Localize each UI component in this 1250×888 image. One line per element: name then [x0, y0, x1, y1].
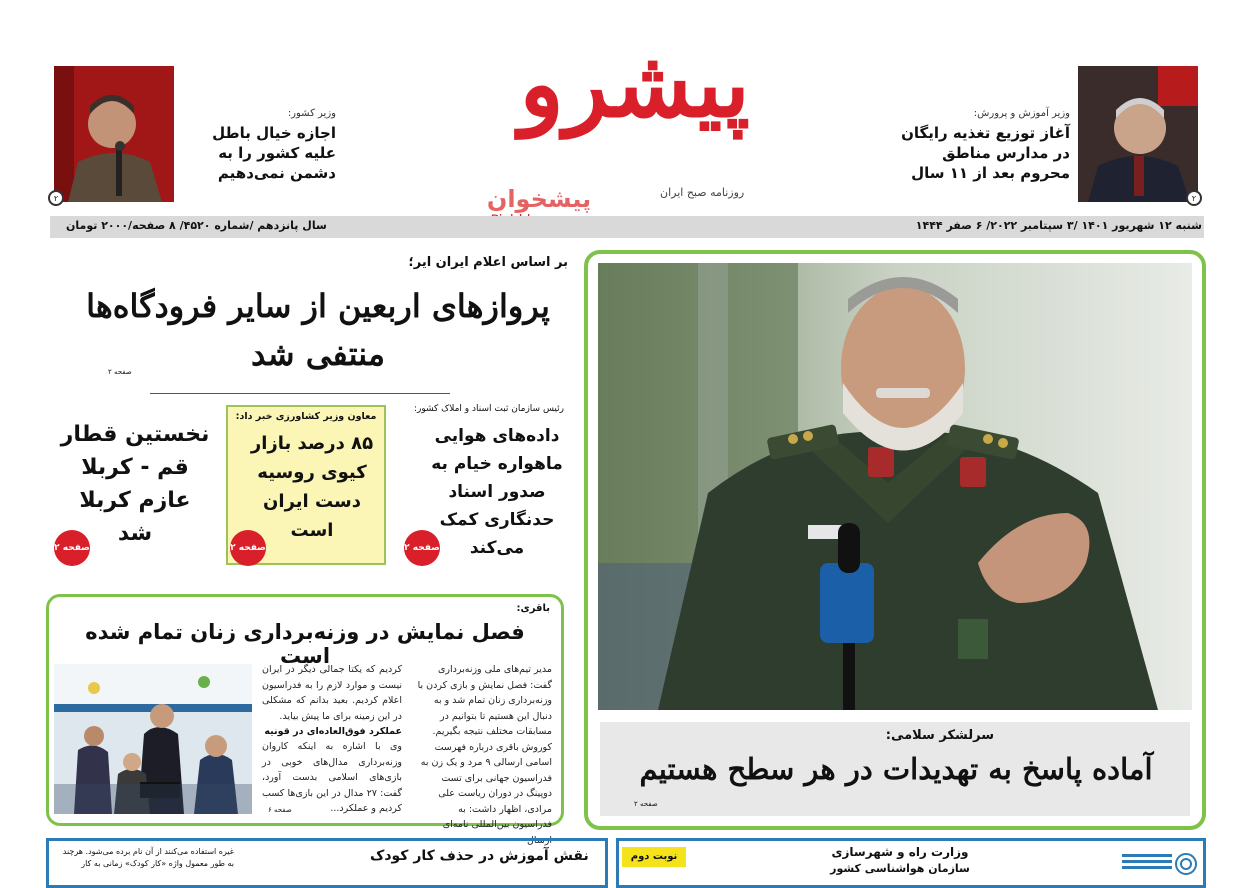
page-badge-left-teaser: ۲ [48, 190, 64, 206]
watermark-fa: پیشخوان [486, 185, 592, 213]
kiwi-kicker: معاون وزیر کشاورزی خبر داد: [235, 411, 377, 422]
meteorology-logo [1120, 846, 1198, 876]
weightlifting-headline: فصل نمایش در وزنه‌برداری زنان تمام شده است [85, 620, 525, 668]
meteorology-logo-icon [1120, 846, 1198, 876]
weightlifting-col2 [262, 662, 402, 817]
lead-story [60, 255, 576, 378]
commander-photo [598, 263, 1192, 710]
bottom-left-text: غیره استفاده می‌کنند از آن نام برده می‌شود. هرچند به طور معمول واژه «کار کودک» زمانی به کار [62, 847, 234, 868]
bottom-mid-headline: نقش آموزش در حذف کار کودک [370, 848, 589, 864]
right-teaser-text [900, 108, 1070, 183]
bottom-right-label: نوبت دوم [622, 847, 686, 867]
weightlifting-page: صفحه ۶ [268, 806, 292, 814]
left-teaser-kicker: وزیر کشور: [287, 108, 336, 119]
lead-page: صفحه ۲ [108, 368, 132, 376]
lead-headline: پروازهای اربعین از سایر فرودگاه‌ها منتفی شد [86, 287, 550, 373]
page-badge-right-teaser: ۲ [1186, 190, 1202, 206]
bottom-right-headline2: سازمان هواشناسی کشور [830, 862, 970, 875]
portrait-illustration [1078, 66, 1198, 202]
train-headline: نخستین قطار قم - کربلا عازم کربلا شد [60, 422, 210, 546]
dateline-left: سال پانزدهم /شماره ۴۵۲۰/ ۸ صفحه/۲۰۰۰ تومان [66, 219, 327, 232]
weightlifting-kicker: باقری: [516, 603, 550, 614]
story-train [60, 418, 210, 550]
portrait-illustration-left [54, 66, 174, 202]
khayyam-kicker: رئیس سازمان ثبت اسناد و املاک کشور: [413, 404, 564, 414]
left-teaser-headline: اجازه خیال باطل علیه کشور را به دشمن نمی‌دهیم [212, 124, 336, 182]
page-badge-khayyam: صفحه ۲ [404, 530, 440, 566]
tagline: روزنامه صبح ایران [660, 186, 745, 199]
weightlifting-col2b-text: وی با اشاره به اینکه کاروان وزنه‌برداری مدال‌های خوبی در بازی‌های اسلامی بدست آورد، گفت: ۲۷ مدال در این بازی‌ها کسب کردیم و عملکرد... [262, 741, 402, 814]
weightlifting-col2-text: کردیم که یکتا جمالی دیگر در ایران نیست و موارد لازم را به فدراسیون اعلام کردیم. بعید بدانم که مشکلی در این زمینه برای ما پیش بیاید. [262, 664, 402, 722]
interior-minister-photo [54, 66, 174, 202]
main-headline: آماده پاسخ به تهدیدات در هر سطح هستیم [639, 752, 1153, 786]
lead-divider [150, 393, 450, 394]
page-badge-kiwi: صفحه ۲ [230, 530, 266, 566]
logo-text: پیشرو [519, 30, 750, 138]
weightlifting-illustration [54, 664, 252, 814]
weightlifting-photo [54, 664, 252, 814]
dateline-right: شنبه ۱۲ شهریور ۱۴۰۱ /۳ سپتامبر ۲۰۲۲/ ۶ صفر ۱۴۴۴ [915, 219, 1202, 232]
kiwi-headline: ۸۵ درصد بازار کیوی روسیه دست ایران است [250, 433, 374, 541]
page-badge-train: صفحه ۲ [54, 530, 90, 566]
right-teaser-headline: آغاز توزیع تغذیه رایگان در مدارس مناطق محروم بعد از ۱۱ سال [901, 124, 1070, 182]
weightlifting-col1: مدیر تیم‌های ملی وزنه‌برداری گفت: فصل نمایش و بازی کردن با وزنه‌برداری زنان تمام شد و به دنبال این هستیم تا بتوانیم در مسابقات مختلف نتیجه بگیریم. کوروش باقری درباره فهرست اسامی ارسالی ۹ مرد و یک زن به فدراسیون جهانی برای تست دوپینگ در دوران ریاست علی مرادی، اظهار داشت: به فدراسیون بین‌المللی نامه‌ای ارسال [417, 664, 552, 846]
lead-kicker: بر اساس اعلام ایران ایر؛ [408, 255, 568, 270]
right-teaser-kicker: وزیر آموزش و پرورش: [973, 108, 1070, 119]
story-kiwi [230, 410, 382, 545]
left-teaser-text [186, 108, 336, 183]
weightlifting-subhead: عملکرد فوق‌العاده‌ای در قونیه [264, 726, 402, 737]
bottom-right-headline1: وزارت راه و شهرسازی [831, 845, 969, 859]
education-minister-photo [1078, 66, 1198, 202]
commander-illustration [598, 263, 1192, 710]
main-kicker: سرلشکر سلامی: [885, 728, 994, 743]
main-page: صفحه ۲ [634, 800, 658, 808]
khayyam-headline: داده‌های هوایی ماهواره خیام به صدور اسناد حدنگاری کمک می‌کند [431, 426, 563, 558]
